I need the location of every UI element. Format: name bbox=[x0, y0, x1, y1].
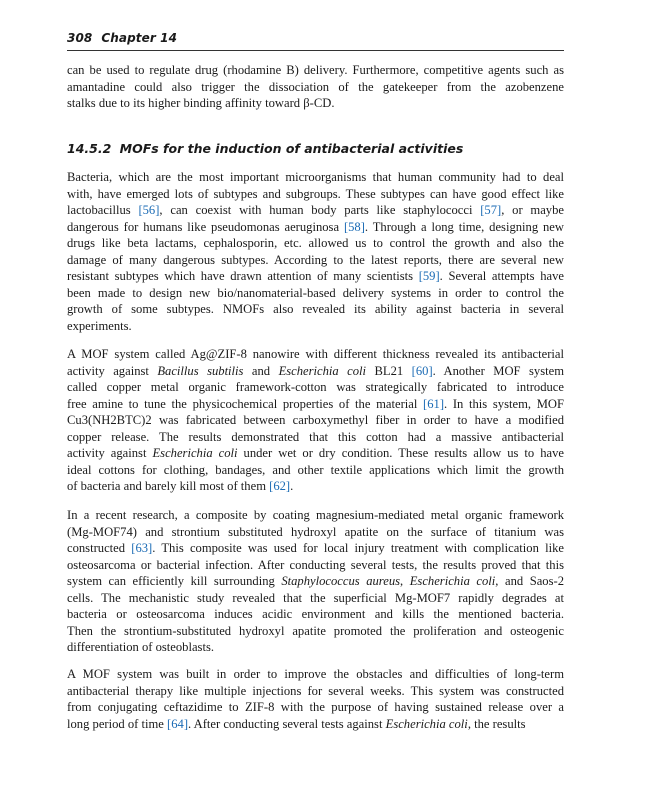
text-line: long period of time [64]. After conducting several tests against Escherichia coli, the results bbox=[67, 716, 526, 731]
species-name: Bacillus subtilis bbox=[157, 363, 244, 378]
text-line: system can efficiently kill surrounding Staphylococcus aureus, Escherichia coli, and Saos-2 bbox=[67, 574, 564, 588]
citation-link[interactable]: [62] bbox=[269, 479, 291, 493]
section-heading bbox=[67, 141, 463, 156]
text-line: activity against Bacillus subtilis and Escherichia coli BL21 [60]. Another MOF system bbox=[67, 363, 564, 378]
citation-link[interactable]: [59] bbox=[418, 269, 440, 283]
species-name: Staphylococcus aureus bbox=[281, 574, 401, 588]
text-line: copper release. The results demonstrated that this cotton had a massive antibacterial bbox=[67, 429, 564, 444]
text-line: drugs like beta lactams, cephalosporin, etc. allowed us to control the growth and also the bbox=[67, 236, 564, 250]
citation-link[interactable]: [61] bbox=[423, 396, 445, 411]
running-head bbox=[67, 31, 564, 49]
text-line: amantadine could also trigger the dissociation of the gatekeeper from the azobenzene bbox=[67, 79, 564, 94]
text-line: A MOF system called Ag@ZIF-8 nanowire with different thickness revealed its antibacterial bbox=[67, 347, 564, 361]
section-title: MOFs for the induction of antibacterial activities bbox=[119, 141, 464, 156]
text-line: differentiation of osteoblasts. bbox=[67, 640, 215, 654]
text-line: A MOF system was built in order to improve the obstacles and difficulties of long-term bbox=[67, 667, 564, 681]
text-line: Bacteria, which are the most important microorganisms that human community had to deal bbox=[67, 170, 564, 184]
citation-link[interactable]: [63] bbox=[131, 541, 153, 555]
text-line: activity against Escherichia coli under wet or dry condition. These results allow us to have bbox=[67, 446, 564, 460]
paragraph-ag-zif8 bbox=[67, 346, 564, 495]
paragraph-continued bbox=[67, 62, 564, 112]
paragraph-mg-mof74 bbox=[67, 507, 564, 656]
text-line: called copper metal organic framework-cotton was strategically fabricated to introduce bbox=[67, 380, 564, 394]
text-line: resistant subtypes which have drawn attention of many scientists [59]. Several attempts have bbox=[67, 269, 564, 283]
text-line: from conjugating ceftazidime to ZIF-8 with the purpose of having sustained release over a bbox=[67, 700, 564, 714]
paragraph-bacteria bbox=[67, 169, 564, 334]
text-line: lactobacillus [56], can coexist with human body parts like staphylococci [57], or maybe bbox=[67, 203, 564, 217]
text-line: experiments. bbox=[67, 318, 132, 333]
species-name: Escherichia coli bbox=[385, 716, 468, 731]
header-rule bbox=[67, 50, 564, 51]
text-line: Then the strontium-substituted hydroxyl apatite promoted the proliferation and osteogenic bbox=[67, 623, 564, 638]
citation-link[interactable]: [60] bbox=[411, 363, 433, 378]
citation-link[interactable]: [64] bbox=[167, 716, 189, 731]
species-name: Escherichia coli bbox=[152, 446, 238, 460]
text-line: In a recent research, a composite by coating magnesium-mediated metal organic framework bbox=[67, 508, 564, 522]
paragraph-ceftazidime bbox=[67, 666, 564, 732]
text-line: can be used to regulate drug (rhodamine B) delivery. Furthermore, competitive agents such as bbox=[67, 63, 564, 77]
text-line: dangerous for humans like pseudomonas aeruginosa [58]. Through a long time, designing new bbox=[67, 219, 564, 234]
text-line: antibacterial therapy like multiple injections for several weeks. This system was constructed bbox=[67, 683, 564, 698]
citation-link[interactable]: [57] bbox=[480, 203, 502, 217]
species-name: Escherichia coli bbox=[409, 574, 496, 588]
text-line: cells. The mechanistic study revealed that the superficial Mg-MOF7 rapidly degrades at bbox=[67, 590, 564, 605]
text-line: of bacteria and barely kill most of them [62]. bbox=[67, 479, 294, 493]
text-line: ideal cottons for clothing, bandages, and other textile applications which limit the growth bbox=[67, 462, 564, 477]
citation-link[interactable]: [56] bbox=[138, 203, 160, 217]
text-line: growth of some subtypes. NMOFs also revealed its ability against bacteria in several bbox=[67, 302, 564, 316]
citation-link[interactable]: [58] bbox=[343, 219, 365, 234]
chapter-label: Chapter 14 bbox=[101, 31, 178, 45]
section-number: 14.5.2 bbox=[67, 141, 112, 156]
species-name: Escherichia coli bbox=[278, 363, 367, 378]
text-line: constructed [63]. This composite was used for local injury treatment with complication like bbox=[67, 541, 564, 555]
text-line: Cu3(NH2BTC)2 was fabricated between carboxymethyl fiber in order to have a modified bbox=[67, 413, 564, 427]
text-line: free amine to tune the physicochemical properties of the material [61]. In this system, MOF bbox=[67, 396, 564, 411]
page-number: 308 bbox=[67, 31, 93, 45]
text-line: osteosarcoma or bacterial infection. After conducting several tests, the results proved that this bbox=[67, 557, 564, 572]
text-line: damage of many dangerous subtypes. According to the latest reports, there are several new bbox=[67, 252, 564, 267]
text-line: bacteria or osteosarcoma induces acidic environment and kills the mentioned bacteria. bbox=[67, 607, 564, 621]
text-line: been made to design new bio/nanomaterial-based delivery systems in order to control the bbox=[67, 285, 564, 300]
text-line: with, have emerged lots of subtypes and subgroups. These subtypes can have good effect like bbox=[67, 186, 564, 201]
text-line: stalks due to its higher binding affinity toward β-CD. bbox=[67, 96, 335, 110]
text-line: (Mg-MOF74) and strontium substituted hydroxyl apatite on the surface of titanium was bbox=[67, 524, 564, 539]
